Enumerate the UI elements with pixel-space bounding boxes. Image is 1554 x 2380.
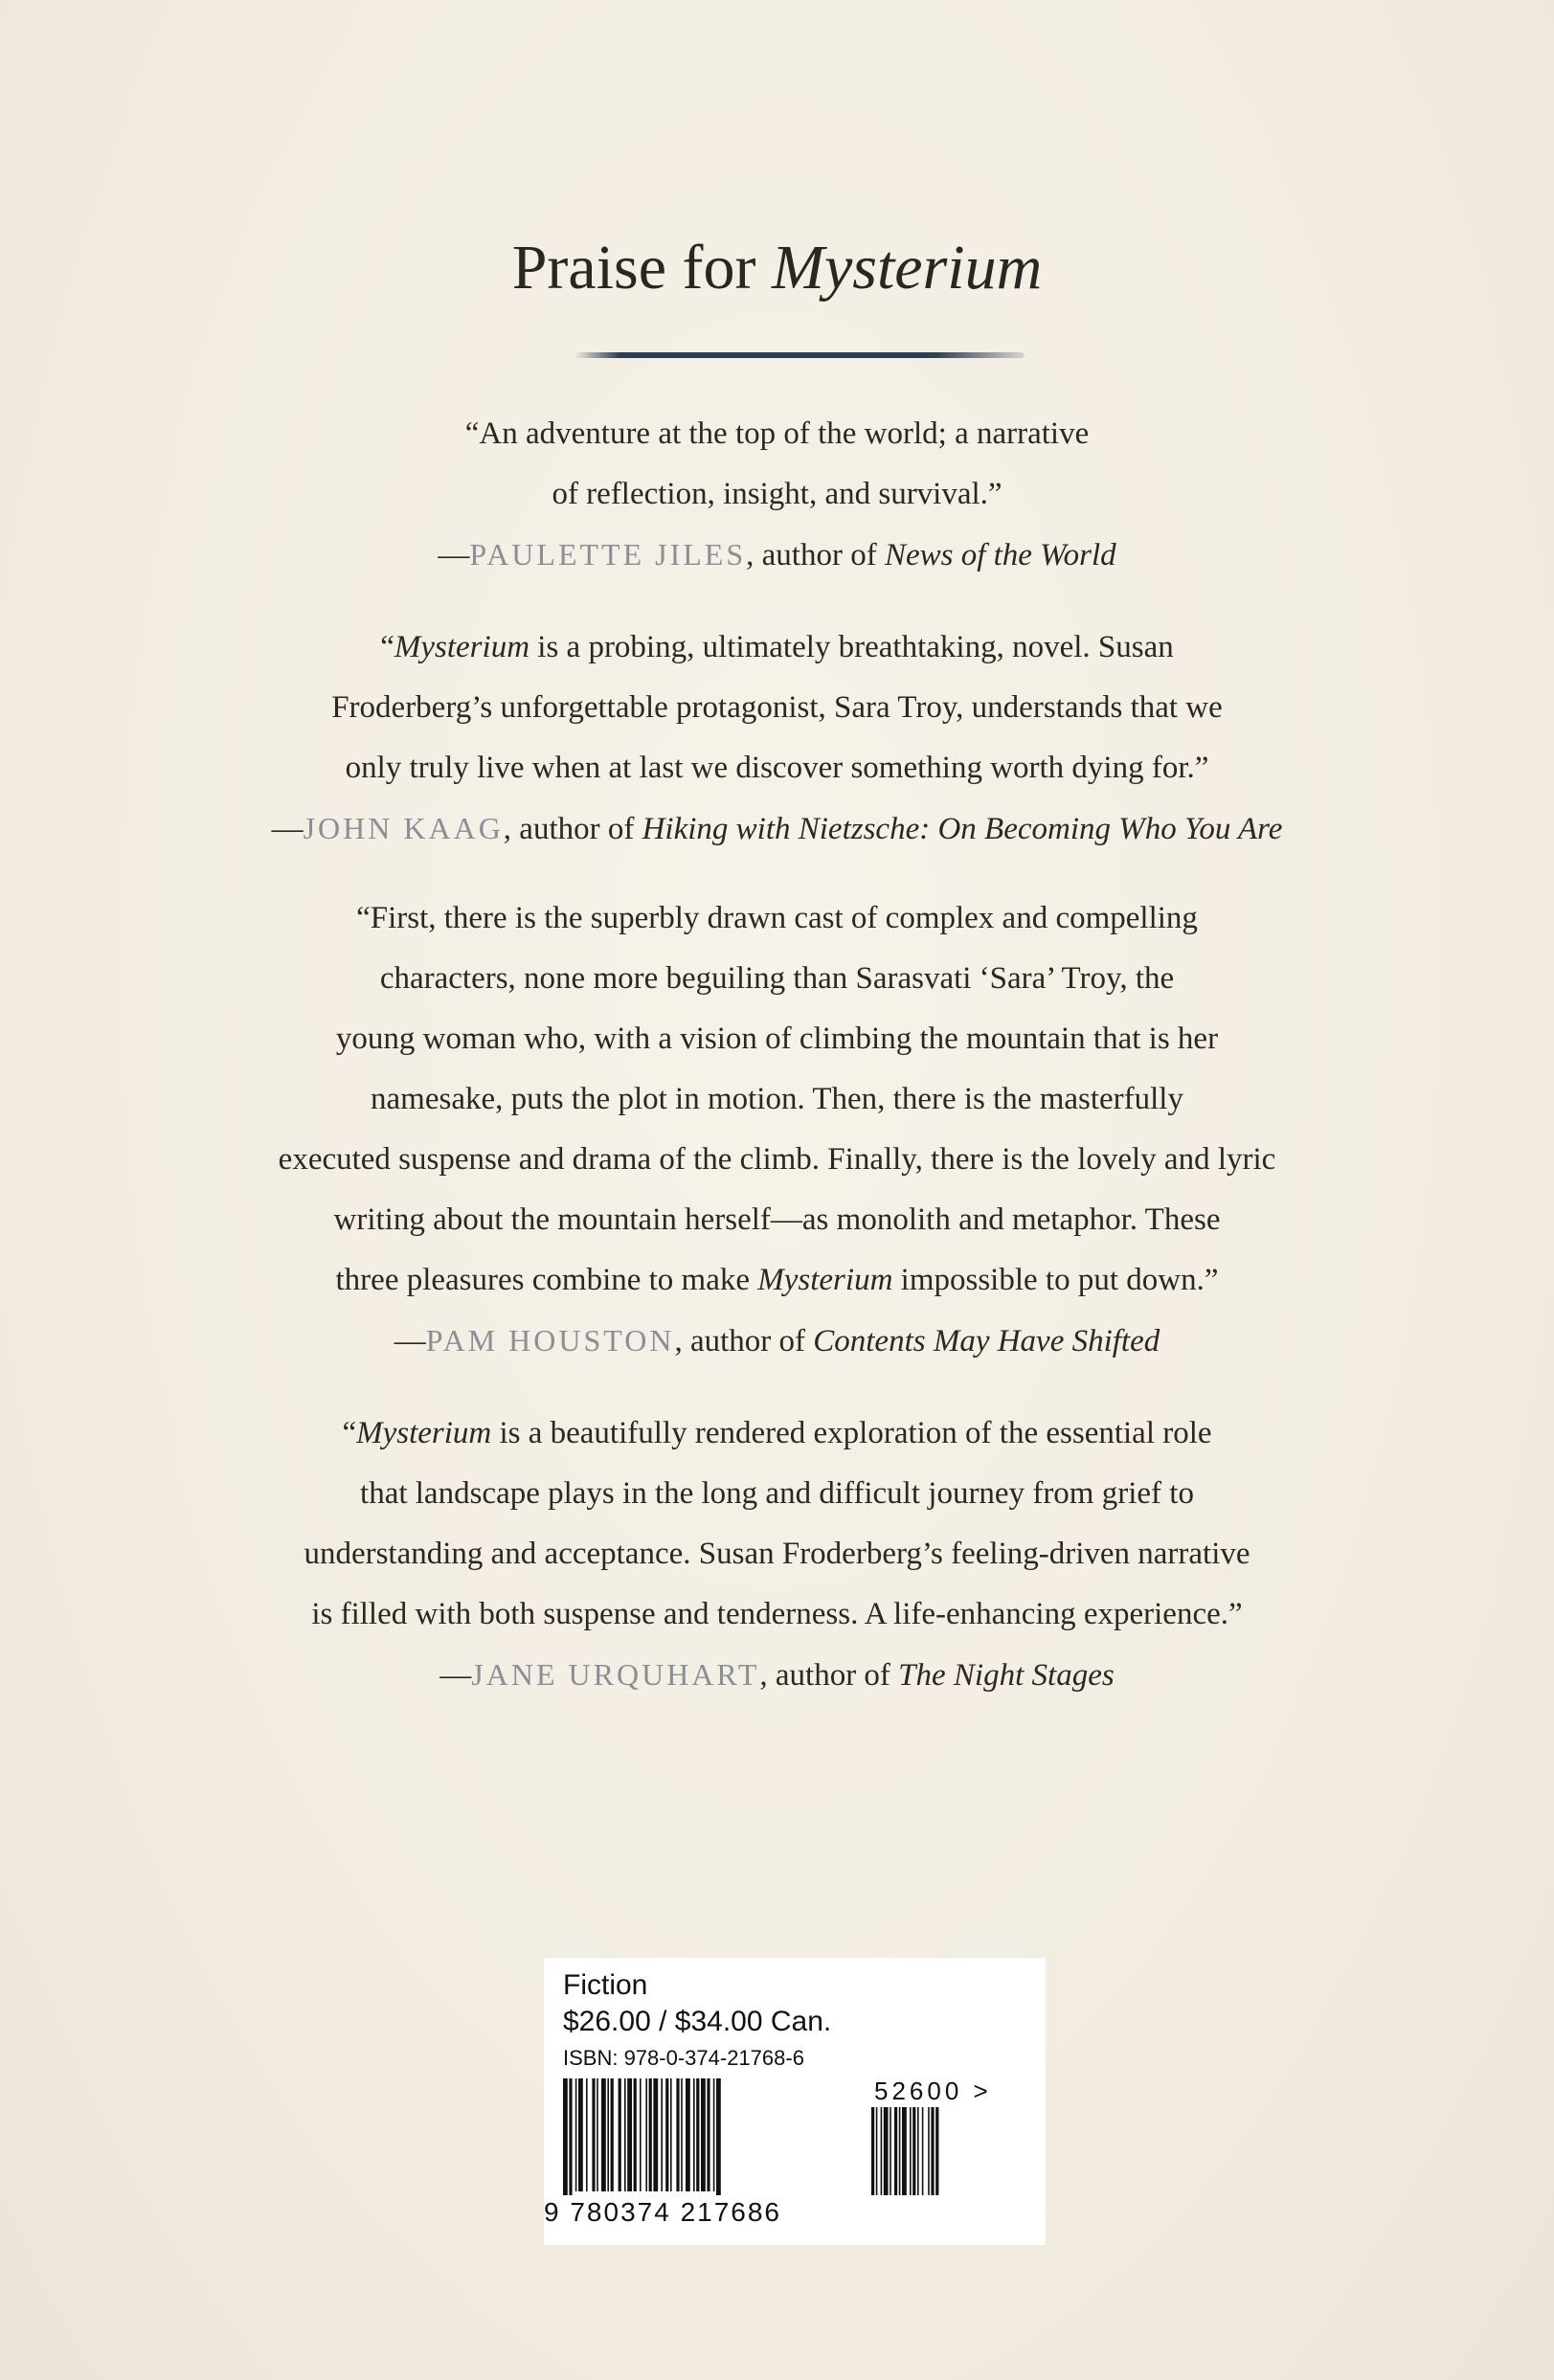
blurb-john-kaag bbox=[0, 617, 1554, 860]
barcode-bar bbox=[713, 2078, 715, 2191]
barcode-bar bbox=[686, 2078, 690, 2191]
title-prefix: Praise for bbox=[511, 233, 756, 303]
blurb-line: three pleasures combine to make Mysterium impossible to put down.” bbox=[335, 1263, 1219, 1297]
barcode-addon-bar bbox=[899, 2107, 901, 2195]
barcode-bar bbox=[627, 2078, 632, 2191]
barcode-bar bbox=[601, 2078, 606, 2191]
author-name: JOHN KAAG bbox=[303, 811, 504, 845]
blurb-line: that landscape plays in the long and difficult journey from grief to bbox=[360, 1476, 1194, 1511]
barcode-label bbox=[544, 1958, 1046, 2245]
barcode-addon-bar bbox=[884, 2107, 889, 2195]
blurb-attribution: —PAM HOUSTON, author of Contents May Have Shifted bbox=[394, 1323, 1160, 1358]
blurb-line: namesake, puts the plot in motion. Then, there is the masterfully bbox=[371, 1082, 1183, 1116]
barcode-bar bbox=[592, 2078, 595, 2191]
barcode-bar bbox=[649, 2078, 652, 2191]
barcode-bar bbox=[645, 2078, 647, 2191]
barcode-bar bbox=[634, 2078, 637, 2191]
title-book: Mysterium bbox=[771, 233, 1043, 303]
blurb-pam-houston bbox=[0, 888, 1554, 1372]
barcode-bar bbox=[578, 2078, 583, 2191]
barcode-bar bbox=[611, 2078, 614, 2191]
barcode-bar bbox=[607, 2078, 609, 2191]
blurb-line: writing about the mountain herself—as monolith and metaphor. These bbox=[333, 1202, 1221, 1237]
barcode-addon-bar bbox=[910, 2107, 912, 2195]
barcode-addon-bar bbox=[935, 2107, 938, 2195]
barcode-bar bbox=[707, 2078, 709, 2191]
blurb-paulette-jiles bbox=[0, 404, 1554, 586]
blurb-line: young woman who, with a vision of climbing the mountain that is her bbox=[335, 1022, 1219, 1056]
barcode-bar bbox=[619, 2078, 621, 2191]
blurb-attribution: —JOHN KAAG, author of Hiking with Nietzsche: On Becoming Who You Are bbox=[271, 811, 1283, 846]
barcode-bar bbox=[701, 2078, 706, 2191]
work-title: News of the World bbox=[884, 538, 1116, 573]
barcode-bar bbox=[665, 2078, 668, 2191]
barcode-bar bbox=[653, 2078, 658, 2191]
barcode-bar bbox=[569, 2078, 572, 2195]
blurb-line: “Mysterium is a probing, ultimately breathtaking, novel. Susan bbox=[380, 630, 1174, 664]
barcode-bar bbox=[661, 2078, 663, 2191]
barcode-bar bbox=[696, 2078, 699, 2191]
price-label: $26.00 / $34.00 Can. bbox=[563, 2006, 832, 2037]
blurb-attribution: —PAULETTE JILES, author of News of the World bbox=[438, 537, 1116, 573]
work-title: Hiking with Nietzsche: On Becoming Who You Are bbox=[642, 812, 1283, 846]
author-name: PAM HOUSTON bbox=[425, 1323, 675, 1358]
barcode-addon-bar bbox=[876, 2107, 878, 2195]
page-title bbox=[0, 230, 1554, 306]
barcode-bar bbox=[563, 2078, 568, 2195]
isbn-label: ISBN: 978-0-374-21768-6 bbox=[563, 2046, 804, 2070]
blurb-line: executed suspense and drama of the climb. Finally, there is the lovely and lyric bbox=[278, 1142, 1276, 1177]
barcode-addon-bar bbox=[912, 2107, 915, 2195]
barcode-addon-bar bbox=[928, 2107, 930, 2195]
barcode-bar bbox=[676, 2078, 679, 2191]
author-name: PAULETTE JILES bbox=[469, 537, 747, 572]
price-addon-digits: 52600 > bbox=[874, 2077, 992, 2105]
title-underline bbox=[574, 352, 1025, 358]
barcode-bar bbox=[693, 2078, 695, 2191]
barcode-addon-bar bbox=[931, 2107, 934, 2195]
blurb-line: of reflection, insight, and survival.” bbox=[552, 477, 1002, 511]
blurb-attribution: —JANE URQUHART, author of The Night Stages bbox=[439, 1657, 1115, 1693]
blurb-line: “Mysterium is a beautifully rendered exploration of the essential role bbox=[342, 1416, 1212, 1450]
barcode-bar bbox=[586, 2078, 588, 2191]
barcode-bar bbox=[575, 2078, 577, 2191]
barcode-bar bbox=[681, 2078, 683, 2191]
blurb-line: only truly live when at last we discover something worth dying for.” bbox=[345, 751, 1209, 785]
blurb-line: understanding and acceptance. Susan Froderberg’s feeling-driven narrative bbox=[304, 1537, 1250, 1571]
barcode-graphic bbox=[563, 2078, 1013, 2195]
barcode-addon-bar bbox=[894, 2107, 897, 2195]
barcode-bar bbox=[716, 2078, 721, 2195]
blurb-line: “First, there is the superbly drawn cast of complex and compelling bbox=[356, 901, 1198, 935]
barcode-bar bbox=[640, 2078, 642, 2191]
barcode-bar bbox=[670, 2078, 672, 2191]
barcode-digits: 9 780374 217686 bbox=[544, 2197, 781, 2227]
work-title: Contents May Have Shifted bbox=[813, 1324, 1160, 1358]
barcode-addon-bar bbox=[871, 2107, 874, 2195]
blurb-line: is filled with both suspense and tenderness. A life-enhancing experience.” bbox=[311, 1597, 1243, 1631]
blurb-jane-urquhart bbox=[0, 1403, 1554, 1706]
barcode-addon-bar bbox=[890, 2107, 891, 2195]
blurb-line: “An adventure at the top of the world; a narrative bbox=[464, 416, 1090, 451]
barcode-addon-bar bbox=[922, 2107, 924, 2195]
barcode-bar bbox=[597, 2078, 598, 2191]
barcode-addon-bar bbox=[881, 2107, 883, 2195]
barcode-addon-bar bbox=[902, 2107, 907, 2195]
barcode-bar bbox=[624, 2078, 626, 2191]
genre-label: Fiction bbox=[563, 1969, 648, 2001]
blurb-line: Froderberg’s unforgettable protagonist, Sara Troy, understands that we bbox=[331, 690, 1223, 725]
barcode-addon-bar bbox=[917, 2107, 919, 2195]
blurb-line: characters, none more beguiling than Sarasvati ‘Sara’ Troy, the bbox=[379, 961, 1175, 996]
work-title: The Night Stages bbox=[898, 1658, 1115, 1693]
author-name: JANE URQUHART bbox=[471, 1657, 760, 1692]
